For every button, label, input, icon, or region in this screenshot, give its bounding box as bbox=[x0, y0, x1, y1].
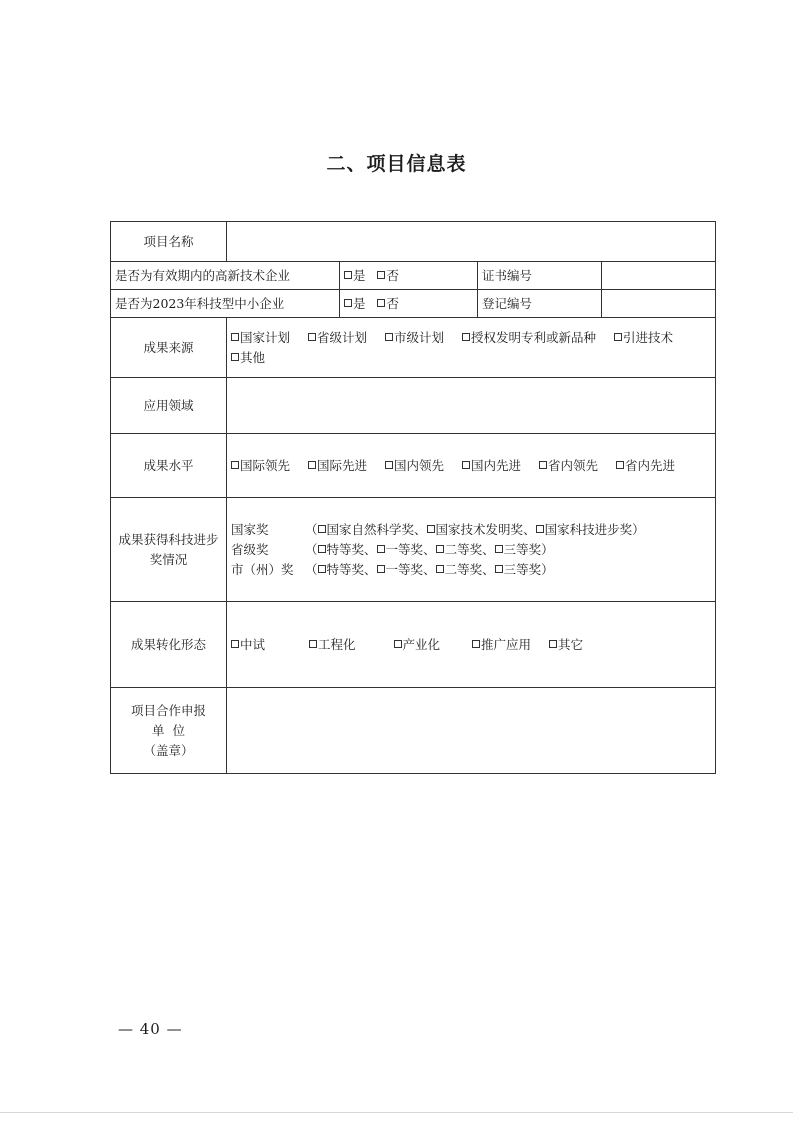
level-prov-advanced-label: 省内先进 bbox=[625, 457, 676, 473]
high-tech-options bbox=[340, 262, 478, 290]
level-intl-leading-label: 国际领先 bbox=[240, 457, 291, 473]
award-national-progress-label: 国家科技进步奖 bbox=[544, 521, 633, 537]
awards-label-text: 成果获得科技进步奖情况 bbox=[118, 531, 219, 567]
project-info-table bbox=[110, 221, 716, 774]
partner-label-line3: （盖章） bbox=[143, 742, 194, 758]
reg-number-label: 登记编号 bbox=[478, 290, 602, 318]
transform-other-label: 其它 bbox=[558, 636, 584, 652]
award-city-third-checkbox[interactable] bbox=[495, 565, 503, 573]
award-city-line: 市（州）奖 （ 特等奖、 一等奖、 二等奖、 三等奖） bbox=[231, 560, 711, 580]
row-field bbox=[111, 378, 716, 434]
project-name-label: 项目名称 bbox=[111, 222, 227, 262]
award-prov-third-label: 三等奖 bbox=[503, 541, 542, 557]
source-national-label: 国家计划 bbox=[240, 329, 291, 345]
page-title: 二、项目信息表 bbox=[326, 153, 467, 175]
high-tech-no-checkbox[interactable] bbox=[377, 271, 385, 279]
award-prov-special-checkbox[interactable] bbox=[318, 545, 326, 553]
partner-field[interactable] bbox=[227, 688, 716, 774]
reg-number-field[interactable] bbox=[602, 290, 716, 318]
source-provincial-checkbox[interactable] bbox=[308, 333, 316, 341]
sme-no-checkbox[interactable] bbox=[377, 299, 385, 307]
transform-pilot-checkbox[interactable] bbox=[231, 640, 239, 648]
sme-options bbox=[340, 290, 478, 318]
award-prov-third-checkbox[interactable] bbox=[495, 545, 503, 553]
level-prov-leading-label: 省内领先 bbox=[548, 457, 599, 473]
source-provincial-label: 省级计划 bbox=[317, 329, 368, 345]
transform-promotion-checkbox[interactable] bbox=[472, 640, 480, 648]
row-high-tech bbox=[111, 262, 716, 290]
source-city-label: 市级计划 bbox=[394, 329, 445, 345]
award-city-label: 市（州）奖 bbox=[231, 561, 294, 577]
row-project-name bbox=[111, 222, 716, 262]
award-city-first-checkbox[interactable] bbox=[377, 565, 385, 573]
row-level bbox=[111, 434, 716, 498]
level-dom-leading-checkbox[interactable] bbox=[385, 461, 393, 469]
award-city-second-label: 二等奖 bbox=[444, 561, 483, 577]
source-patent-checkbox[interactable] bbox=[462, 333, 470, 341]
award-prov-second-label: 二等奖 bbox=[444, 541, 483, 557]
field-label: 应用领域 bbox=[111, 378, 227, 434]
award-provincial-line: 省级奖 （ 特等奖、 一等奖、 二等奖、 三等奖） bbox=[231, 540, 711, 560]
source-other-label: 其他 bbox=[240, 349, 266, 365]
bottom-divider bbox=[0, 1112, 793, 1113]
sme-no-label: 否 bbox=[386, 295, 399, 311]
award-national-science-label: 国家自然科学奖 bbox=[326, 521, 415, 537]
level-options bbox=[227, 434, 716, 498]
level-prov-advanced-checkbox[interactable] bbox=[616, 461, 624, 469]
level-prov-leading-checkbox[interactable] bbox=[539, 461, 547, 469]
transform-industrial-label: 产业化 bbox=[402, 636, 441, 652]
source-other-checkbox[interactable] bbox=[231, 353, 239, 361]
award-national-tech-label: 国家技术发明奖 bbox=[435, 521, 524, 537]
transform-pilot-label: 中试 bbox=[240, 636, 266, 652]
source-imported-label: 引进技术 bbox=[623, 329, 674, 345]
award-prov-special-label: 特等奖 bbox=[326, 541, 365, 557]
award-national-line: 国家奖 （ 国家自然科学奖、 国家技术发明奖、 国家科技进步奖） bbox=[231, 520, 711, 540]
field-value[interactable] bbox=[227, 378, 716, 434]
sme-yes-label: 是 bbox=[353, 295, 366, 311]
award-national-label: 国家奖 bbox=[231, 521, 269, 537]
row-partner bbox=[111, 688, 716, 774]
level-dom-leading-label: 国内领先 bbox=[394, 457, 445, 473]
level-intl-leading-checkbox[interactable] bbox=[231, 461, 239, 469]
award-city-third-label: 三等奖 bbox=[503, 561, 542, 577]
page-number: — 40 — bbox=[118, 1020, 183, 1038]
transform-engineering-checkbox[interactable] bbox=[309, 640, 317, 648]
cert-number-label: 证书编号 bbox=[478, 262, 602, 290]
level-dom-advanced-label: 国内先进 bbox=[471, 457, 522, 473]
level-label: 成果水平 bbox=[111, 434, 227, 498]
sme-label: 是否为2023年科技型中小企业 bbox=[111, 290, 340, 318]
award-provincial-label: 省级奖 bbox=[231, 541, 269, 557]
level-intl-advanced-label: 国际先进 bbox=[317, 457, 368, 473]
row-transform bbox=[111, 602, 716, 688]
award-city-special-label: 特等奖 bbox=[326, 561, 365, 577]
source-imported-checkbox[interactable] bbox=[614, 333, 622, 341]
source-national-checkbox[interactable] bbox=[231, 333, 239, 341]
award-prov-first-checkbox[interactable] bbox=[377, 545, 385, 553]
award-national-progress-checkbox[interactable] bbox=[536, 525, 544, 533]
level-intl-advanced-checkbox[interactable] bbox=[308, 461, 316, 469]
award-prov-first-label: 一等奖 bbox=[385, 541, 424, 557]
awards-options bbox=[227, 498, 716, 602]
source-label: 成果来源 bbox=[111, 318, 227, 378]
high-tech-label: 是否为有效期内的高新技术企业 bbox=[111, 262, 340, 290]
level-dom-advanced-checkbox[interactable] bbox=[462, 461, 470, 469]
transform-promotion-label: 推广应用 bbox=[481, 636, 532, 652]
cert-number-field[interactable] bbox=[602, 262, 716, 290]
partner-label-line2: 单 位 bbox=[152, 722, 185, 738]
award-prov-second-checkbox[interactable] bbox=[436, 545, 444, 553]
award-city-second-checkbox[interactable] bbox=[436, 565, 444, 573]
award-city-special-checkbox[interactable] bbox=[318, 565, 326, 573]
high-tech-no-label: 否 bbox=[386, 267, 399, 283]
sme-yes-checkbox[interactable] bbox=[344, 299, 352, 307]
high-tech-yes-label: 是 bbox=[353, 267, 366, 283]
transform-other-checkbox[interactable] bbox=[549, 640, 557, 648]
award-city-first-label: 一等奖 bbox=[385, 561, 424, 577]
awards-label bbox=[111, 498, 227, 602]
partner-label bbox=[111, 688, 227, 774]
award-national-tech-checkbox[interactable] bbox=[427, 525, 435, 533]
award-national-science-checkbox[interactable] bbox=[318, 525, 326, 533]
transform-engineering-label: 工程化 bbox=[318, 636, 356, 652]
project-name-field[interactable] bbox=[227, 222, 716, 262]
partner-label-line1: 项目合作申报 bbox=[130, 702, 206, 718]
source-patent-label: 授权发明专利或新品种 bbox=[471, 329, 597, 345]
source-city-checkbox[interactable] bbox=[385, 333, 393, 341]
row-sme bbox=[111, 290, 716, 318]
transform-options bbox=[227, 602, 716, 688]
row-awards bbox=[111, 498, 716, 602]
source-options bbox=[227, 318, 716, 378]
row-source bbox=[111, 318, 716, 378]
transform-label: 成果转化形态 bbox=[111, 602, 227, 688]
high-tech-yes-checkbox[interactable] bbox=[344, 271, 352, 279]
transform-industrial-checkbox[interactable] bbox=[394, 640, 402, 648]
